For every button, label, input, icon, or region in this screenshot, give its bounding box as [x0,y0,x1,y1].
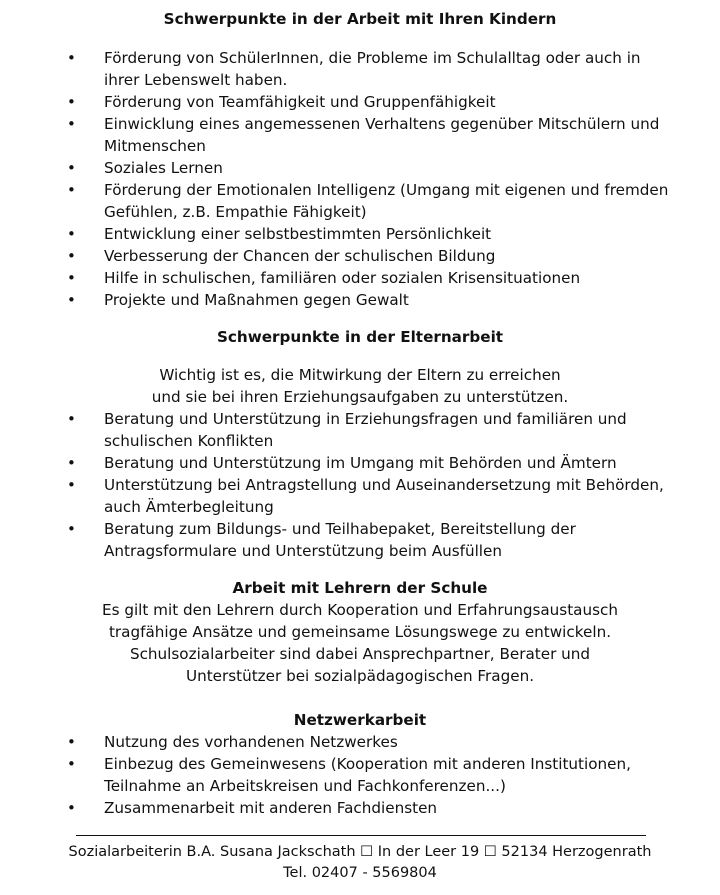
list-item: • Förderung von SchülerInnen, die Probleme im Schulalltag oder auch in ihrer Lebenswelt haben. [0,47,674,91]
paragraph-line: tragfähige Ansätze und gemeinsame Lösungswege zu entwickeln. [108,623,612,641]
list-eltern [0,408,720,562]
section-title-lehrer: Arbeit mit Lehrern der Schule [232,579,488,597]
footer-divider [76,835,646,836]
section-title-netzwerk: Netzwerkarbeit [293,711,427,729]
paragraph-line: Schulsozialarbeiter sind dabei Ansprechpartner, Berater und [129,645,591,663]
list-item: • Einbezug des Gemeinwesens (Kooperation mit anderen Institutionen, Teilnahme an Arbeitskreisen und Fachkonferenzen...) [0,753,674,797]
paragraph-line: Unterstützer bei sozialpädagogischen Fragen. [185,667,535,685]
list-item: • Förderung von Teamfähigkeit und Gruppenfähigkeit [0,91,674,113]
list-item: • Beratung zum Bildungs- und Teilhabepaket, Bereitstellung der Antragsformulare und Unterstützung beim Ausfüllen [0,518,674,562]
list-item: • Nutzung des vorhandenen Netzwerkes [0,731,674,753]
paragraph-line: Es gilt mit den Lehrern durch Kooperation und Erfahrungsaustausch [101,601,618,619]
list-item: • Soziales Lernen [0,157,674,179]
footer-address: Sozialarbeiterin B.A. Susana Jackschath ☐ In der Leer 19 ☐ 52134 Herzogenrath [68,844,652,860]
list-item: • Zusammenarbeit mit anderen Fachdiensten [0,797,674,819]
list-netzwerk [0,731,720,819]
list-item: • Beratung und Unterstützung in Erziehungsfragen und familiären und schulischen Konflikten [0,408,674,452]
list-item: • Verbesserung der Chancen der schulischen Bildung [0,245,674,267]
list-item: • Entwicklung einer selbstbestimmten Persönlichkeit [0,223,674,245]
footer-phone: Tel. 02407 - 5569804 [283,865,437,881]
list-kinder [0,47,720,311]
section-title-kinder: Schwerpunkte in der Arbeit mit Ihren Kindern [163,10,557,28]
intro-line: Wichtig ist es, die Mitwirkung der Eltern zu erreichen [159,366,561,384]
list-item: • Unterstützung bei Antragstellung und Auseinandersetzung mit Behörden, auch Ämterbegleitung [0,474,674,518]
list-item: • Einwicklung eines angemessenen Verhaltens gegenüber Mitschülern und Mitmenschen [0,113,674,157]
list-item: • Projekte und Maßnahmen gegen Gewalt [0,289,674,311]
list-item: • Hilfe in schulischen, familiären oder sozialen Krisensituationen [0,267,674,289]
intro-line: und sie bei ihren Erziehungsaufgaben zu unterstützen. [151,388,569,406]
section-title-eltern: Schwerpunkte in der Elternarbeit [216,328,504,346]
list-item: • Beratung und Unterstützung im Umgang mit Behörden und Ämtern [0,452,674,474]
list-item: • Förderung der Emotionalen Intelligenz (Umgang mit eigenen und fremden Gefühlen, z.B. Empathie Fähigkeit) [0,179,674,223]
